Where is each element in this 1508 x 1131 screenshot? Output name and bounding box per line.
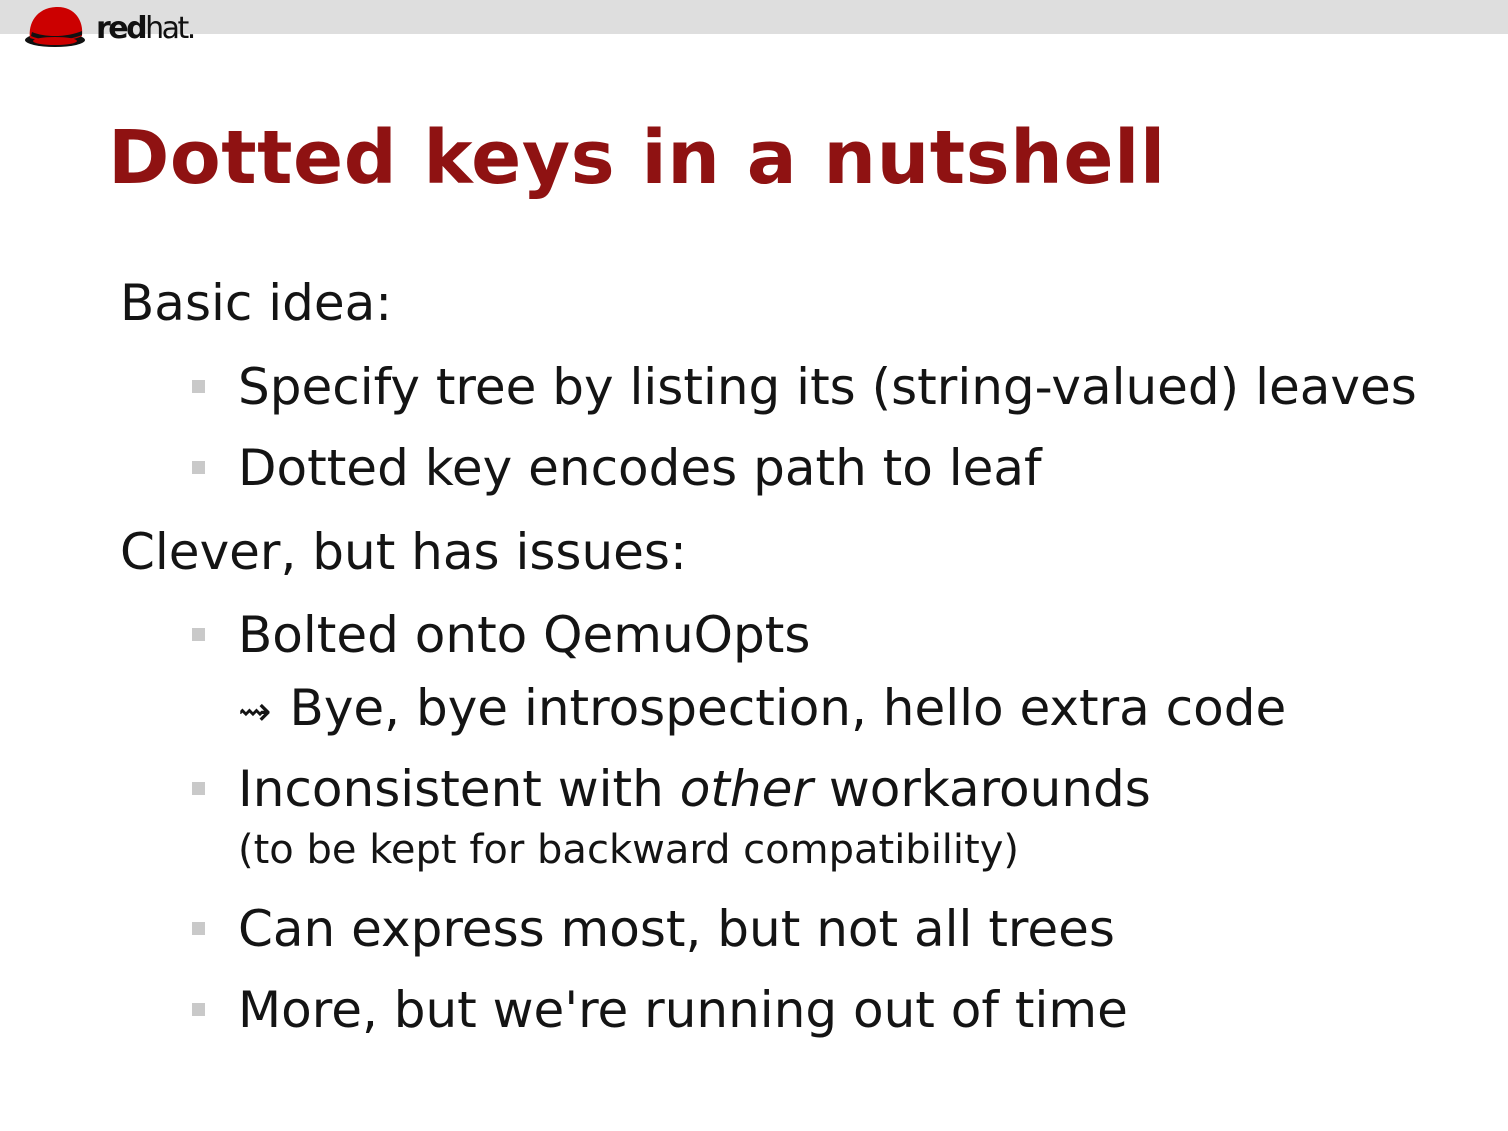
- bullet-item-specify-tree: Specify tree by listing its (string-valued) leaves: [238, 358, 1417, 416]
- bullet-marker: [192, 628, 205, 641]
- bullet-text-part: Inconsistent with: [238, 760, 680, 818]
- bullet-text-emphasis: other: [679, 760, 813, 818]
- redhat-wordmark-hat: hat.: [145, 11, 194, 46]
- bullet-marker: [192, 461, 205, 474]
- bullet-followup-text: Bye, bye introspection, hello extra code: [289, 679, 1287, 737]
- bullet-item-dotted-key: Dotted key encodes path to leaf: [238, 439, 1042, 497]
- bullet-note: (to be kept for backward compatibility): [238, 827, 1019, 873]
- bullet-marker: [192, 1003, 205, 1016]
- slide-title: Dotted keys in a nutshell: [108, 115, 1166, 201]
- redhat-wordmark-red: red: [96, 11, 146, 46]
- section-heading-basic-idea: Basic idea:: [120, 274, 393, 332]
- bullet-followup-line: [238, 679, 1287, 737]
- bullet-marker: [192, 380, 205, 393]
- bullet-item-inconsistent: [238, 760, 1151, 818]
- bullet-item-can-express: Can express most, but not all trees: [238, 900, 1115, 958]
- bullet-marker: [192, 782, 205, 795]
- bullet-item-running-out: More, but we're running out of time: [238, 981, 1128, 1039]
- leads-to-arrow-icon: ⇝: [238, 688, 272, 735]
- bullet-item-bolted-onto: Bolted onto QemuOpts: [238, 606, 811, 664]
- bullet-text-part: workarounds: [812, 760, 1151, 818]
- bullet-marker: [192, 922, 205, 935]
- section-heading-clever-issues: Clever, but has issues:: [120, 523, 687, 581]
